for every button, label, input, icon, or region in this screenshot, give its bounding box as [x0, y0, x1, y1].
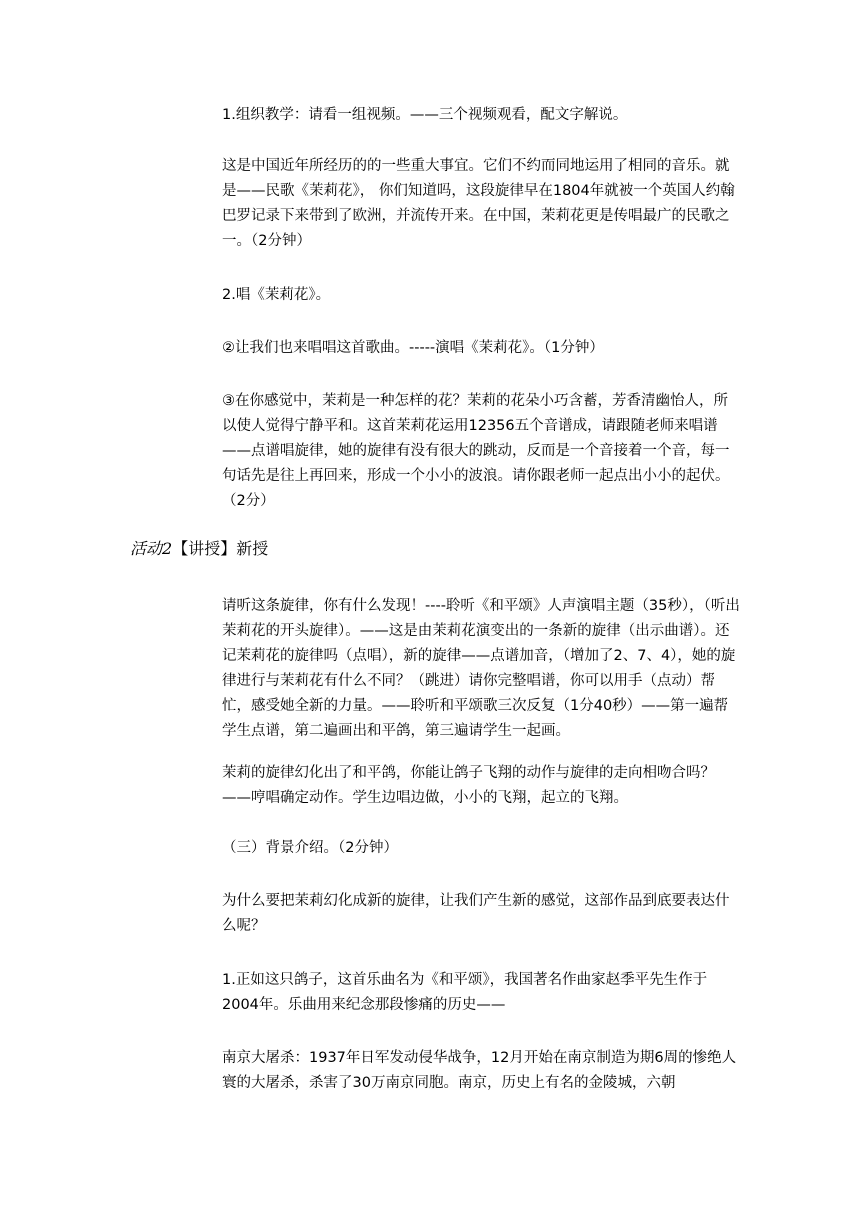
paragraph-question: 为什么要把茉莉幻化成新的旋律，让我们产生新的感觉，这部作品到底要表达什么呢？: [222, 893, 730, 934]
paragraph-intro-molihua: 这是中国近年所经历的的一些重大事宜。它们不约而同地运用了相同的音乐。就是——民歌《茉莉花》， 你们知道吗，这段旋律早在1804年就被一个英国人约翰巴罗记录下来带到了欧洲，并流传开来。在中国，茉莉花更是传唱最广的民歌之一。（2分钟）: [222, 158, 735, 249]
paragraph-nanjing: 南京大屠杀：1937年日军发动侵华战争，12月开始在南京制造为期6周的惨绝人寰的大屠杀，杀害了30万南京同胞。南京，历史上有名的金陵城，六朝: [222, 1050, 737, 1091]
heading-activity-label: 活动2: [130, 539, 173, 558]
section-heading: [130, 536, 268, 562]
paragraph-listen-melody: 请听这条旋律，你有什么发现！----聆听《和平颂》人声演唱主题（35秒），（听出茉莉花的开头旋律）。——这是由茉莉花演变出的一条新的旋律（出示曲谱）。还记茉莉花的旋律吗（点唱），新的旋律——点谱加音，（增加了2、7、4），她的旋律进行与茉莉花有什么不同？（跳进）请你完整唱谱，你可以用手（点动）帮忙，感受她全新的力量。——聆听和平颂歌三次反复（1分40秒）——第一遍帮学生点谱，第二遍画出和平鸽，第三遍请学生一起画。: [222, 598, 740, 739]
paragraph-dove-motion: 茉莉的旋律幻化出了和平鸽，你能让鸽子飞翔的动作与旋律的走向相吻合吗？——哼唱确定动作。学生边唱边做，小小的飞翔，起立的飞翔。: [222, 765, 715, 806]
heading-activity-title: 【讲授】新授: [172, 539, 269, 558]
paragraph-sing-molihua: 2.唱《茉莉花》。: [222, 287, 331, 303]
paragraph-organize-teaching: 1.组织教学：请看一组视频。——三个视频观看，配文字解说。: [222, 107, 628, 123]
paragraph-background-intro: （三）背景介绍。（2分钟）: [222, 840, 398, 856]
paragraph-step-2: ②让我们也来唱唱这首歌曲。-----演唱《茉莉花》。（1分钟）: [222, 340, 604, 356]
paragraph-peace-ode: 1.正如这只鸽子，这首乐曲名为《和平颂》，我国著名作曲家赵季平先生作于2004年。乐曲用来纪念那段惨痛的历史——: [222, 972, 708, 1013]
paragraph-step-3: ③在你感觉中，茉莉是一种怎样的花？茉莉的花朵小巧含蓄，芳香清幽怡人，所以使人觉得宁静平和。这首茉莉花运用12356五个音谱成，请跟随老师来唱谱——点谱唱旋律，她的旋律有没有很大的跳动，反而是一个音接着一个音，每一句话先是往上再回来，形成一个小小的波浪。请你跟老师一起点出小小的起伏。（2分）: [222, 393, 730, 509]
